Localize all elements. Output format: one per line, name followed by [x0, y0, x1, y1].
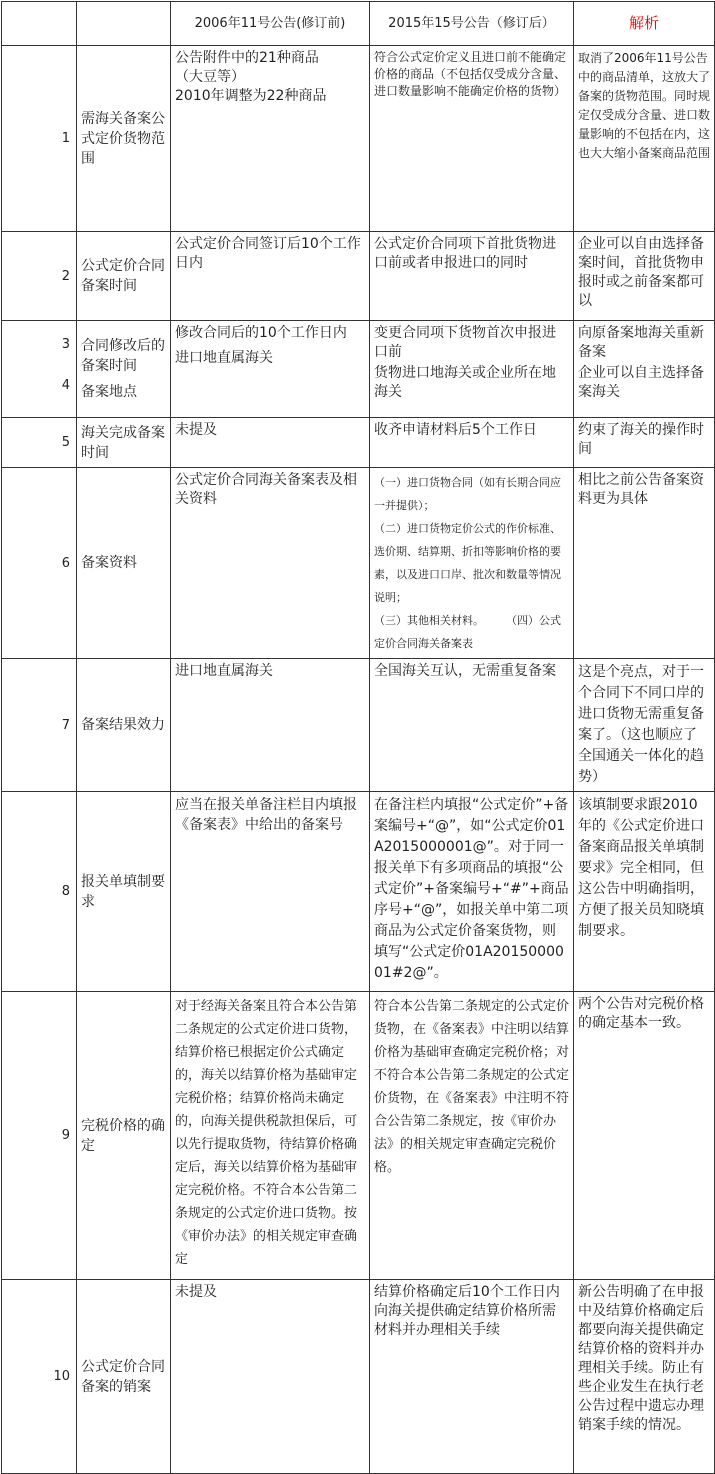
cell-2015: 在备注栏内填报“公式定价”+备案编号+“@”，如“公式定价01A2015000001@”。对于同一报关单下有多项商品的填报“公式定价”+备案编号+“#”+商品序号+“@”，如报关单中第二项商品为公式定价备案货物，则填写“公式定价01A2015000001#2@”。	[370, 792, 574, 992]
row-item-3: 合同修改后的备案时间	[81, 338, 165, 374]
table-row	[2, 418, 715, 468]
table-row	[2, 792, 715, 992]
row-number-4: 4	[61, 378, 70, 393]
row-item: 备案结果效力	[77, 659, 171, 792]
header-2006: 2006年11号公告(修订前)	[171, 2, 370, 46]
cell-2015-4: 货物进口地海关或企业所在地海关	[374, 365, 556, 400]
cell-analysis: 企业可以自由选择备案时间，首批货物申报时或之前备案都可以	[574, 232, 715, 321]
cell-analysis: 两个公告对完税价格的确定基本一致。	[574, 992, 715, 1280]
table-row	[2, 46, 715, 232]
row-item-4: 备案地点	[81, 384, 137, 400]
row-number: 5	[2, 418, 77, 468]
cell-2006-3: 修改合同后的10个工作日内	[175, 325, 347, 341]
row-item	[77, 321, 171, 418]
row-number: 2	[2, 232, 77, 321]
row-number: 7	[2, 659, 77, 792]
cell-2015-3: 变更合同项下货物首次申报进口前	[374, 325, 556, 360]
cell-2006: 进口地直属海关	[171, 659, 370, 792]
cell-2006: 未提及	[171, 418, 370, 468]
row-number	[2, 321, 77, 418]
cell-2015: 结算价格确定后10个工作日内向海关提供确定结算价格所需材料并办理相关手续	[370, 1280, 574, 1474]
cell-2006-4: 进口地直属海关	[175, 350, 273, 366]
table-row	[2, 232, 715, 321]
cell-2015: 公式定价合同项下首批货物进口前或者申报进口的同时	[370, 232, 574, 321]
cell-2006	[171, 321, 370, 418]
header-item	[77, 2, 171, 46]
header-num	[2, 2, 77, 46]
cell-2006: 未提及	[171, 1280, 370, 1474]
cell-2006: 应当在报关单备注栏目内填报《备案表》中给出的备案号	[171, 792, 370, 992]
table-row	[2, 321, 715, 418]
cell-analysis: 这是个亮点，对于一个合同下不同口岸的进口货物无需重复备案了。（这也顺应了全国通关一体化的趋势）	[574, 659, 715, 792]
header-analysis: 解析	[574, 2, 715, 46]
cell-analysis: 该填制要求跟2010年的《公式定价进口备案商品报关单填制要求》完全相同，但这公告中明确指明，方便了报关员知晓填制要求。	[574, 792, 715, 992]
table-row	[2, 992, 715, 1280]
cell-analysis	[574, 321, 715, 418]
cell-2015: 符合本公告第二条规定的公式定价货物，在《备案表》中注明以结算价格为基础审查确定完税价格；对不符合本公告第二条规定的公式定价货物，在《备案表》中注明不符合公告第二条规定，按《审价办法》的相关规定审查确定完税价格。	[370, 992, 574, 1280]
cell-2006: 对于经海关备案且符合本公告第二条规定的公式定价进口货物，结算价格已根据定价公式确定的，海关以结算价格为基础审定完税价格；结算价格尚未确定的，向海关提供税款担保后，可以先行提取货物，待结算价格确定后，海关以结算价格为基础审定完税价格。不符合本公告第二条规定的公式定价进口货物。按《审价办法》的相关规定审查确定	[171, 992, 370, 1280]
row-number: 6	[2, 468, 77, 659]
table-row	[2, 659, 715, 792]
row-item: 报关单填制要求	[77, 792, 171, 992]
cell-2015: （一）进口货物合同（如有长期合同应一并提供）； （二）进口货物定价公式的作价标准、选价期、结算期、折扣等影响价格的要素，以及进口口岸、批次和数量等情况说明； （三）其他相关材料。 （四）公式定价合同海关备案表	[370, 468, 574, 659]
row-item: 需海关备案公式定价货物范围	[77, 46, 171, 232]
cell-2006: 公式定价合同签订后10个工作日内	[171, 232, 370, 321]
header-2015: 2015年15号公告（修订后）	[370, 2, 574, 46]
row-number: 10	[2, 1280, 77, 1474]
cell-analysis: 约束了海关的操作时间	[574, 418, 715, 468]
cell-2006: 公告附件中的21种商品 （大豆等） 2010年调整为22种商品	[171, 46, 370, 232]
row-number: 9	[2, 992, 77, 1280]
row-item: 公式定价合同备案的销案	[77, 1280, 171, 1474]
row-item: 完税价格的确定	[77, 992, 171, 1280]
row-item: 备案资料	[77, 468, 171, 659]
cell-2015: 收齐申请材料后5个工作日	[370, 418, 574, 468]
row-number-3: 3	[61, 337, 70, 352]
cell-2015	[370, 321, 574, 418]
cell-analysis: 取消了2006年11号公告中的商品清单，这放大了备案的货物范围。同时规定仅受成分含量、进口数量影响的不包括在内，这也大大缩小备案商品范围	[574, 46, 715, 232]
cell-analysis: 新公告明确了在申报中及结算价格确定后都要向海关提供确定结算价格的资料并办理相关手续。防止有些企业发生在执行老公告过程中遗忘办理销案手续的情况。	[574, 1280, 715, 1474]
cell-2015: 符合公式定价定义且进口前不能确定价格的商品（不包括仅受成分含量、进口数量影响不能确定价格的货物）	[370, 46, 574, 232]
cell-analysis-4: 企业可以自主选择备案海关	[578, 365, 704, 400]
cell-analysis-3: 向原备案地海关重新备案	[578, 325, 704, 360]
row-item: 公式定价合同备案时间	[77, 232, 171, 321]
table-row	[2, 1280, 715, 1474]
cell-analysis: 相比之前公告备案资料更为具体	[574, 468, 715, 659]
table-row	[2, 468, 715, 659]
header-row	[2, 2, 715, 46]
row-number: 8	[2, 792, 77, 992]
row-number: 1	[2, 46, 77, 232]
comparison-table	[1, 1, 715, 1474]
row-item: 海关完成备案时间	[77, 418, 171, 468]
cell-2006: 公式定价合同海关备案表及相关资料	[171, 468, 370, 659]
cell-2015: 全国海关互认，无需重复备案	[370, 659, 574, 792]
